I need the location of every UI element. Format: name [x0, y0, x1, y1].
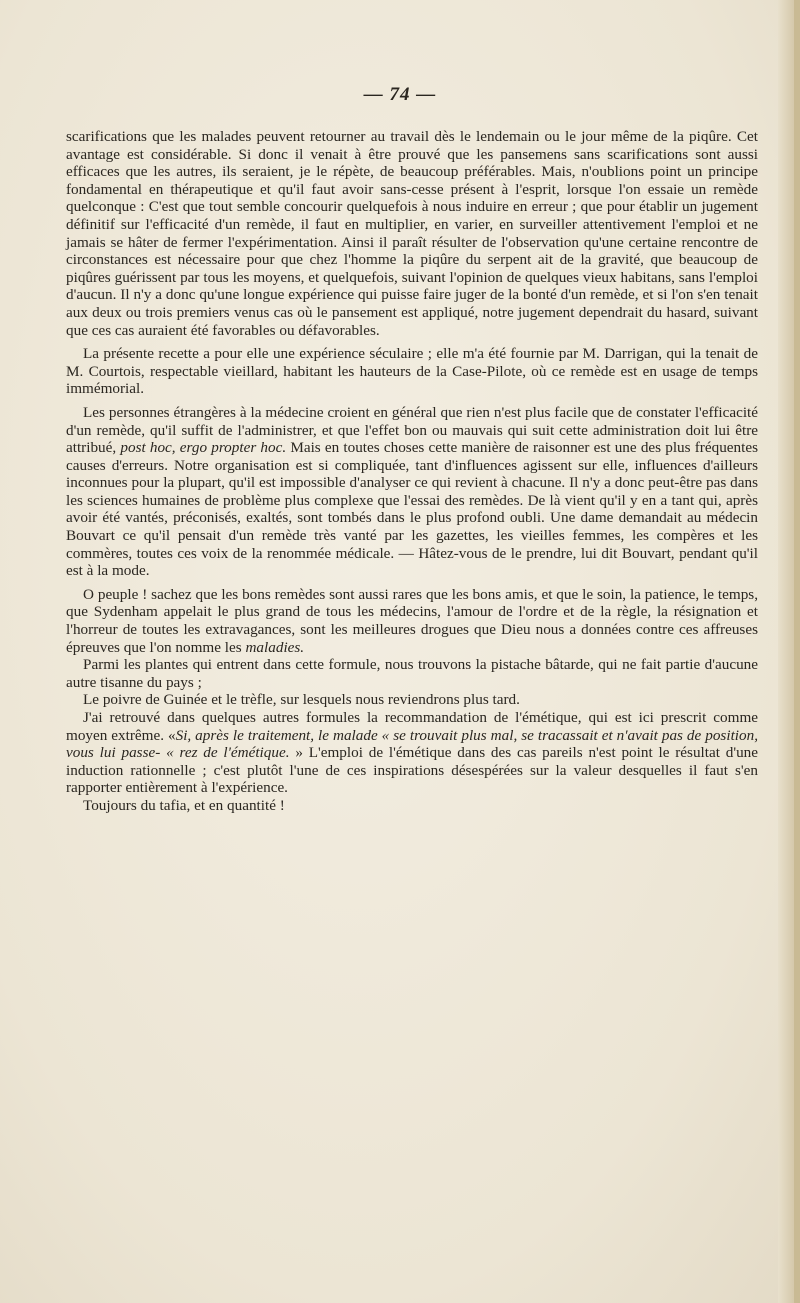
page-number: — 74 — — [363, 84, 437, 105]
paragraph-3-continued: Mais en toutes choses cette manière de raisonner est une des plus fréquentes causes d'erreurs. Notre organisation est si compliquée, tant d'influences agissent sur elle, influences d'ailleurs inconnues pour la plupart, qu'il est impossible d'analyser ce qui revient à chacune. Il n'y a donc peut-être pas dans les sciences humaines de problème plus complexe que l'essai des remèdes. De là vient qu'il y en a tant qui, après avoir été vantés, préconisés, exaltés, sont tombés dans le plus profond oubli. Une dame demandait au médecin Bouvart ce qu'il pensait d'un remède très vanté par les gazettes, les vieilles femmes, les compères et les commères, toutes ces voix de la renommée médicale. — Hâtez-vous de le prendre, lui dit Bouvart, pendant qu'il est à la mode. — [66, 439, 758, 580]
paragraph-3-text: Les personnes étrangères à la médecine croient en général que rien n'est plus facile que de constater l'efficacité d'un remède, qu'il suffit de l'administrer, et que l'effet bon ou mauvais qui suit cette administration doit lui être attribué, — [66, 403, 758, 457]
paragraph-5: Parmi les plantes qui entrent dans cette formule, nous trouvons la pistache bâtarde, qui ne fait partie d'aucune autre tisanne du pays ; — [66, 656, 758, 691]
paragraph-1: scarifications que les malades peuvent retourner au travail dès le lendemain ou le jour même de la piqûre. Cet avantage est considérable. Si donc il venait à être prouvé que les pansemens sans scarifications sont aussi efficaces que les autres, ils seraient, je le répète, de beaucoup préférables. Mais, n'oublions point un principe fondamental en thérapeutique et qu'il faut avoir sans-cesse présent à l'esprit, lorsque l'on essaie un remède quelconque : C'est que tout semble concourir quelquefois à nous induire en erreur ; que pour établir un jugement définitif sur l'efficacité d'un remède, il faut en multiplier, en varier, en surveiller attentivement l'emploi et ne jamais se hâter de fermer l'expérimentation. Ainsi il paraît résulter de l'observation qu'une certaine rencontre de circonstances est nécessaire pour que chez l'homme la piqûre du serpent ait de la gravité, que beaucoup de piqûres guérissent par tous les moyens, et quelquefois, suivant l'opinion de quelques vieux habitans, sans l'emploi d'aucun. Il n'y a donc qu'une longue expérience qui puisse faire juger de la bonté d'un remède, et si l'on s'en tenait aux deux ou trois premiers venus cas où le pansement est appliqué, notre jugement dependrait du hasard, suivant que ces cas auraient été favorables ou défavorables. — [66, 128, 758, 339]
paragraph-7 — [66, 709, 758, 797]
quoted-recipe: Si, après le traitement, le malade « se trouvait plus mal, se tracassait et n'avait pas de position, vous lui passe- « rez de l'émétique. — [66, 726, 758, 762]
paragraph-8: Toujours du tafia, et en quantité ! — [83, 796, 285, 814]
paragraph-4-emphasis: maladies. — [245, 638, 305, 656]
paragraph-3 — [66, 404, 758, 580]
paragraph-2: La présente recette a pour elle une expérience séculaire ; elle m'a été fournie par M. Darrigan, qui la tenait de M. Courtois, respectable vieillard, habitant les hauteurs de la Case-Pilote, où ce remède est en usage de temps immémorial. — [66, 345, 758, 398]
body-text — [66, 128, 758, 815]
paragraph-4 — [66, 586, 758, 656]
paragraph-7-text: J'ai retrouvé dans quelques autres formules la recommandation de l'émétique, qui est ici prescrit comme moyen extrême. « — [66, 709, 758, 744]
paragraph-4-text: O peuple ! sachez que les bons remèdes sont aussi rares que les bons amis, et que le soin, la patience, le temps, que Sydenham appelait le plus grand de tous les médecins, l'amour de l'ordre et de la règle, la résignation et l'horreur de toutes les extravagances, sont les meilleures drogues que Dieu nous a données contre ces affreuses épreuves que l'on nomme les — [66, 585, 758, 656]
paragraph-7-continued: » L'emploi de l'émétique dans des cas pareils n'est point le résultat d'une induction rationnelle ; c'est plutôt l'une de ces inspirations désespérées sur la valeur desquelles il faut s'en rapporter entièrement à l'expérience. — [66, 744, 759, 797]
latin-phrase: post hoc, ergo propter hoc. — [120, 439, 287, 457]
page-edge-strip — [794, 0, 800, 1303]
paragraph-6: Le poivre de Guinée et le trèfle, sur lesquels nous reviendrons plus tard. — [83, 691, 520, 709]
